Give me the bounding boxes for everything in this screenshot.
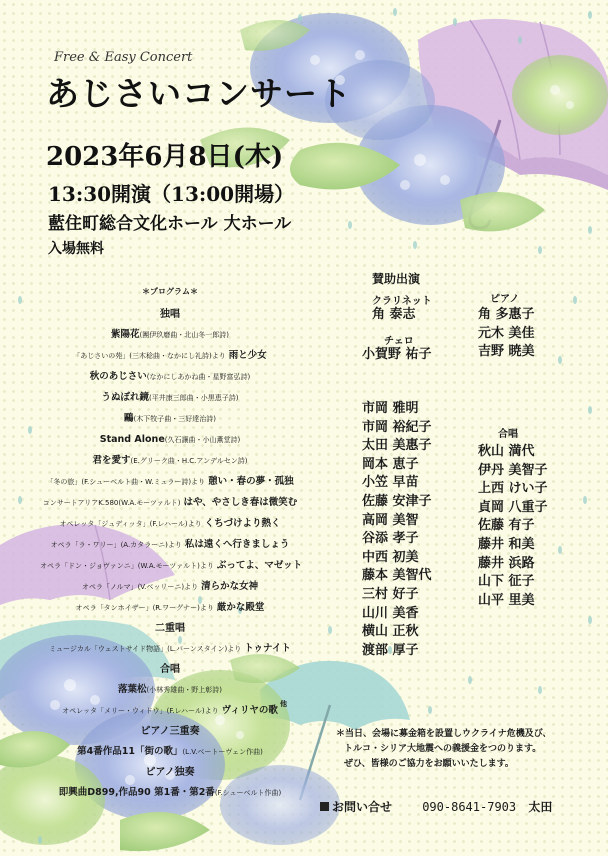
program-item-credit: (W.A.モーツァルト): [118, 499, 181, 507]
program-item-pre: 「あじさいの苑」: [73, 352, 130, 360]
venue: 藍住町総合文化ホール 大ホール: [48, 214, 292, 234]
program-item-main: Stand Alone: [99, 434, 165, 445]
chorus-member: 山下 征子: [478, 574, 535, 590]
program-item-credit: (L.バーンスタイン)より: [167, 645, 242, 653]
program-item-pre: オペレッタ「メリー・ウィドウ」: [62, 707, 167, 715]
program-item-main: 清らかな女神: [201, 581, 259, 592]
program-item: [40, 533, 300, 554]
cello-player: 小賀野 祐子: [362, 347, 432, 362]
program-item: [40, 386, 300, 407]
program-item: [40, 575, 300, 596]
piano-player: 元木 美佳: [478, 325, 535, 341]
program-item-main: くちづけより熱く: [204, 518, 281, 529]
program-item: [40, 491, 300, 512]
program-item-post: (なかにしあかね曲・星野富弘詩): [146, 373, 251, 381]
program-item-post: (平井康三郎曲・小黒恵子詩): [149, 394, 239, 402]
program-item-post: (久石讓曲・小山薫堂詩): [164, 436, 241, 444]
chorus-member: 岡本 恵子: [362, 456, 419, 472]
chorus-member: 佐藤 有子: [478, 518, 535, 534]
credits-title: 賛助出演: [372, 272, 421, 286]
program-item-pre: コンサートアリアK.580: [42, 499, 119, 507]
contact-phone: 090-8641-7903: [422, 800, 517, 814]
program-item-main: 厳かな殿堂: [216, 602, 265, 613]
chorus-list-left: [362, 400, 432, 660]
program-item-main: 秋のあじさい: [89, 371, 147, 382]
program-item: [40, 740, 300, 761]
program-item-main: 即興曲D899,作品90 第1番・第2番: [58, 787, 215, 798]
admission: 入場無料: [48, 241, 104, 257]
square-icon: [320, 802, 329, 811]
program-item-post: (E.グリーク曲・H.C.アンデルセン詩): [130, 457, 248, 465]
program-item: [40, 428, 300, 449]
chorus-member: 渡部 厚子: [362, 642, 419, 658]
program-section-title: ピアノ独奏: [145, 767, 195, 778]
piano-label: ピアノ: [490, 294, 520, 305]
program-item: [40, 365, 300, 386]
chorus-member: 横山 正秋: [362, 624, 419, 640]
program-item: [40, 699, 300, 720]
page-title: あじさいコンサート: [46, 74, 352, 113]
program-item: [40, 470, 300, 491]
program-item-main: 第4番作品11「街の歌」: [77, 746, 183, 757]
program-item-main: 憩い・春の夢・孤独: [208, 476, 294, 487]
program-item-credit: (三木稔曲・なかにし礼詩)より: [129, 352, 226, 360]
program-item-main: うぬぼれ鏡: [101, 392, 150, 403]
program-item-post: (木下牧子曲・三好達治詩): [133, 415, 216, 423]
program-item: [40, 323, 300, 344]
program-item: [40, 449, 300, 470]
program-item-pre: オペレッタ「ジュディッタ」: [59, 520, 150, 528]
program-item-credit: (F.シューベルト曲・W.ミュラー詩)より: [81, 478, 206, 486]
program-item-main: 落葉松: [118, 684, 147, 695]
chorus-member: 太田 美惠子: [362, 438, 432, 454]
program-item-pre: ミュージカル「ウェストサイド物語」: [49, 645, 168, 653]
program-item-main: ヴィリヤの歌: [221, 705, 278, 716]
program-item-main: 鷗: [124, 413, 134, 424]
chorus-member: 小笠 早苗: [362, 475, 419, 491]
contact-name: 太田: [528, 800, 553, 814]
program-item-pre: オペラ「タンホイザー」: [75, 604, 153, 612]
program-item-pre: オペラ「ラ・ワリー」: [50, 541, 121, 549]
program-item-post: (小林秀雄曲・野上彰詩): [146, 686, 222, 694]
chorus-member: 藤井 和美: [478, 536, 535, 552]
program: [40, 283, 303, 802]
chorus-member: 中西 初美: [362, 549, 419, 565]
piano-player: 吉野 暁美: [478, 344, 535, 360]
concert-time: 13:30開演（13:00開場）: [48, 182, 295, 206]
chorus-member: 上西 けい子: [478, 481, 548, 497]
concert-date: [46, 136, 283, 173]
date-day: 6月8日: [144, 142, 233, 172]
program-item-post: (團伊玖磨曲・北山冬一郎詩): [139, 331, 229, 339]
program-item: [40, 554, 303, 575]
date-weekday: (木): [232, 142, 284, 172]
program-item: [40, 512, 300, 533]
chorus-member: 市岡 裕紀子: [362, 419, 432, 435]
chorus-member: 貞岡 八重子: [478, 499, 548, 515]
program-item: [40, 407, 300, 428]
notice-line: トルコ・シリア大地震への義援金をつのります。: [344, 744, 542, 754]
program-item-credit: (F.レハール)より: [149, 520, 202, 528]
chorus-label: 合唱: [498, 429, 518, 440]
program-item-credit: (R.ワーグナー)より: [152, 604, 214, 612]
program-item-main: ぶってよ、マゼット: [216, 560, 303, 571]
program-heading: ＊プログラム＊: [142, 287, 198, 296]
program-item: [40, 637, 300, 658]
piano-list: [478, 306, 535, 362]
script-title: Free & Easy Concert: [54, 50, 193, 65]
clarinet-player: 角 泰志: [372, 307, 416, 322]
contact-label: お問い合せ: [332, 800, 393, 814]
program-section-title: ピアノ三重奏: [140, 726, 200, 737]
program-section-title: 合唱: [160, 664, 180, 675]
program-section-title: 独唱: [160, 309, 180, 320]
donation-notice: [336, 727, 551, 772]
contact: [320, 798, 552, 815]
chorus-member: 市岡 雅明: [362, 401, 419, 416]
program-item-main: 紫陽花: [111, 329, 140, 340]
chorus-member: 藤本 美智代: [362, 568, 432, 584]
program-item-credit: (V.ベッリーニ)より: [137, 583, 199, 591]
program-item-credit: (A.カタラーニ)より: [120, 541, 182, 549]
chorus-member: 山川 美香: [362, 605, 419, 621]
program-trailing-mark: 他: [280, 700, 287, 708]
chorus-member: 秋山 満代: [478, 444, 535, 459]
notice-line: ぜひ、皆様のご協力をお願いいたします。: [344, 759, 514, 769]
program-item-pre: 「冬の旅」: [46, 478, 82, 486]
program-item: [40, 596, 300, 617]
program-item-main: はや、やさしき春は微笑む: [183, 497, 298, 508]
program-item-pre: オペラ「ノルマ」: [81, 583, 138, 591]
chorus-member: 三村 好子: [362, 586, 419, 602]
chorus-member: 谷添 孝子: [362, 531, 419, 547]
program-item: [40, 344, 300, 365]
program-item-main: 君を愛す: [92, 455, 131, 466]
chorus-member: 佐藤 安津子: [362, 493, 432, 509]
program-item: [40, 781, 300, 802]
chorus-member: 山平 里美: [478, 592, 535, 608]
program-item-credit: (F.レハール)より: [166, 707, 219, 715]
piano-player: 角 多惠子: [478, 307, 535, 322]
program-item-main: 雨と少女: [228, 350, 267, 361]
chorus-member: 伊丹 美智子: [478, 462, 548, 478]
program-section-title: 二重唱: [155, 623, 185, 634]
program-item-credit: (W.A.モーツァルト)より: [137, 562, 214, 570]
chorus-member: 藤井 浜路: [478, 555, 535, 571]
notice-line: ＊当日、会場に募金箱を設置しウクライナ危機及び、: [336, 729, 552, 739]
chorus-member: 高岡 美智: [362, 512, 419, 528]
date-year: 2023年: [46, 142, 145, 172]
cello-label: チェロ: [384, 336, 414, 347]
program-item-post: (L.V.ベートーヴェン作曲): [182, 748, 263, 756]
program-item-main: トゥナイト: [244, 643, 291, 654]
program-item-main: 私は遠くへ行きましょう: [184, 539, 290, 550]
program-item-pre: オペラ「ドン・ジョヴァンニ」: [40, 562, 138, 570]
program-item-post: (F.シューベルト作曲): [214, 789, 282, 797]
program-list: [40, 306, 303, 802]
clarinet-label: クラリネット: [372, 296, 432, 307]
program-item: [40, 678, 300, 699]
chorus-list-right: [478, 443, 548, 610]
